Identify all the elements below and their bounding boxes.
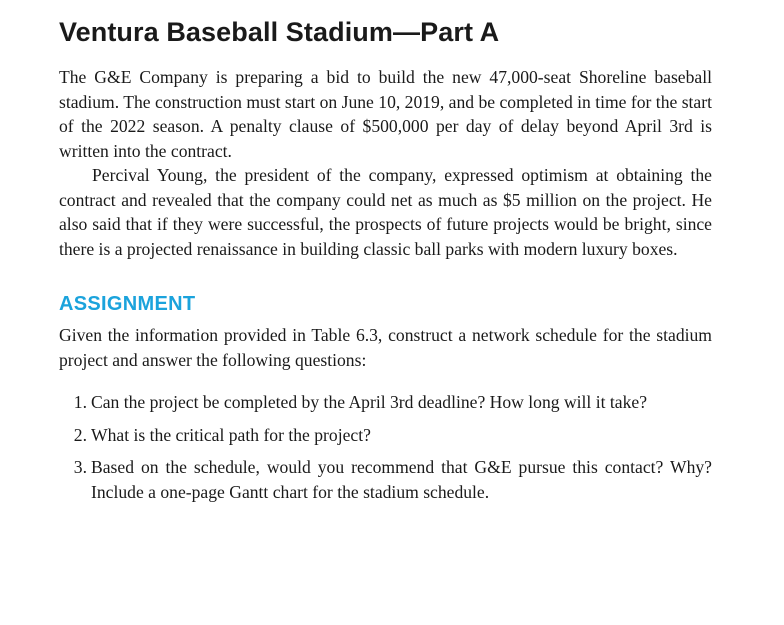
question-text: Can the project be completed by the April 3rd deadline? How long will it take? [91,392,647,412]
question-number: 3. [73,457,87,477]
case-paragraph-2: Percival Young, the president of the company, expressed optimism at obtaining the contract and revealed that the company could net as much as $5 million on the project. He also said that if they were successful, the prospects of future projects would be bright, since there is a projected renaissance in building classic ball parks with modern luxury boxes. [59,165,712,259]
assignment-intro: Given the information provided in Table 6.3, construct a network schedule for the stadium project and answer the following questions: [59,325,712,370]
case-title: Ventura Baseball Stadium—Part A [59,17,500,47]
question-number: 1. [73,392,87,412]
list-item [59,455,712,504]
question-list [59,390,712,504]
question-text: What is the critical path for the project? [91,424,371,445]
assignment-heading: ASSIGNMENT [59,293,196,315]
list-item [59,423,712,448]
question-number: 2. [73,424,87,445]
case-paragraph-1: The G&E Company is preparing a bid to build the new 47,000-seat Shoreline baseball stadium. The construction must start on June 10, 2019, and be completed in time for the start of the 2022 season. A penalty clause of $500,000 per day of delay beyond April 3rd is written into the contract. [59,67,712,161]
question-text: Based on the schedule, would you recommend that G&E pursue this contact? Why? Include a one-page Gantt chart for the stadium schedule. [91,457,712,502]
document-page [59,14,712,512]
list-item [59,390,712,415]
